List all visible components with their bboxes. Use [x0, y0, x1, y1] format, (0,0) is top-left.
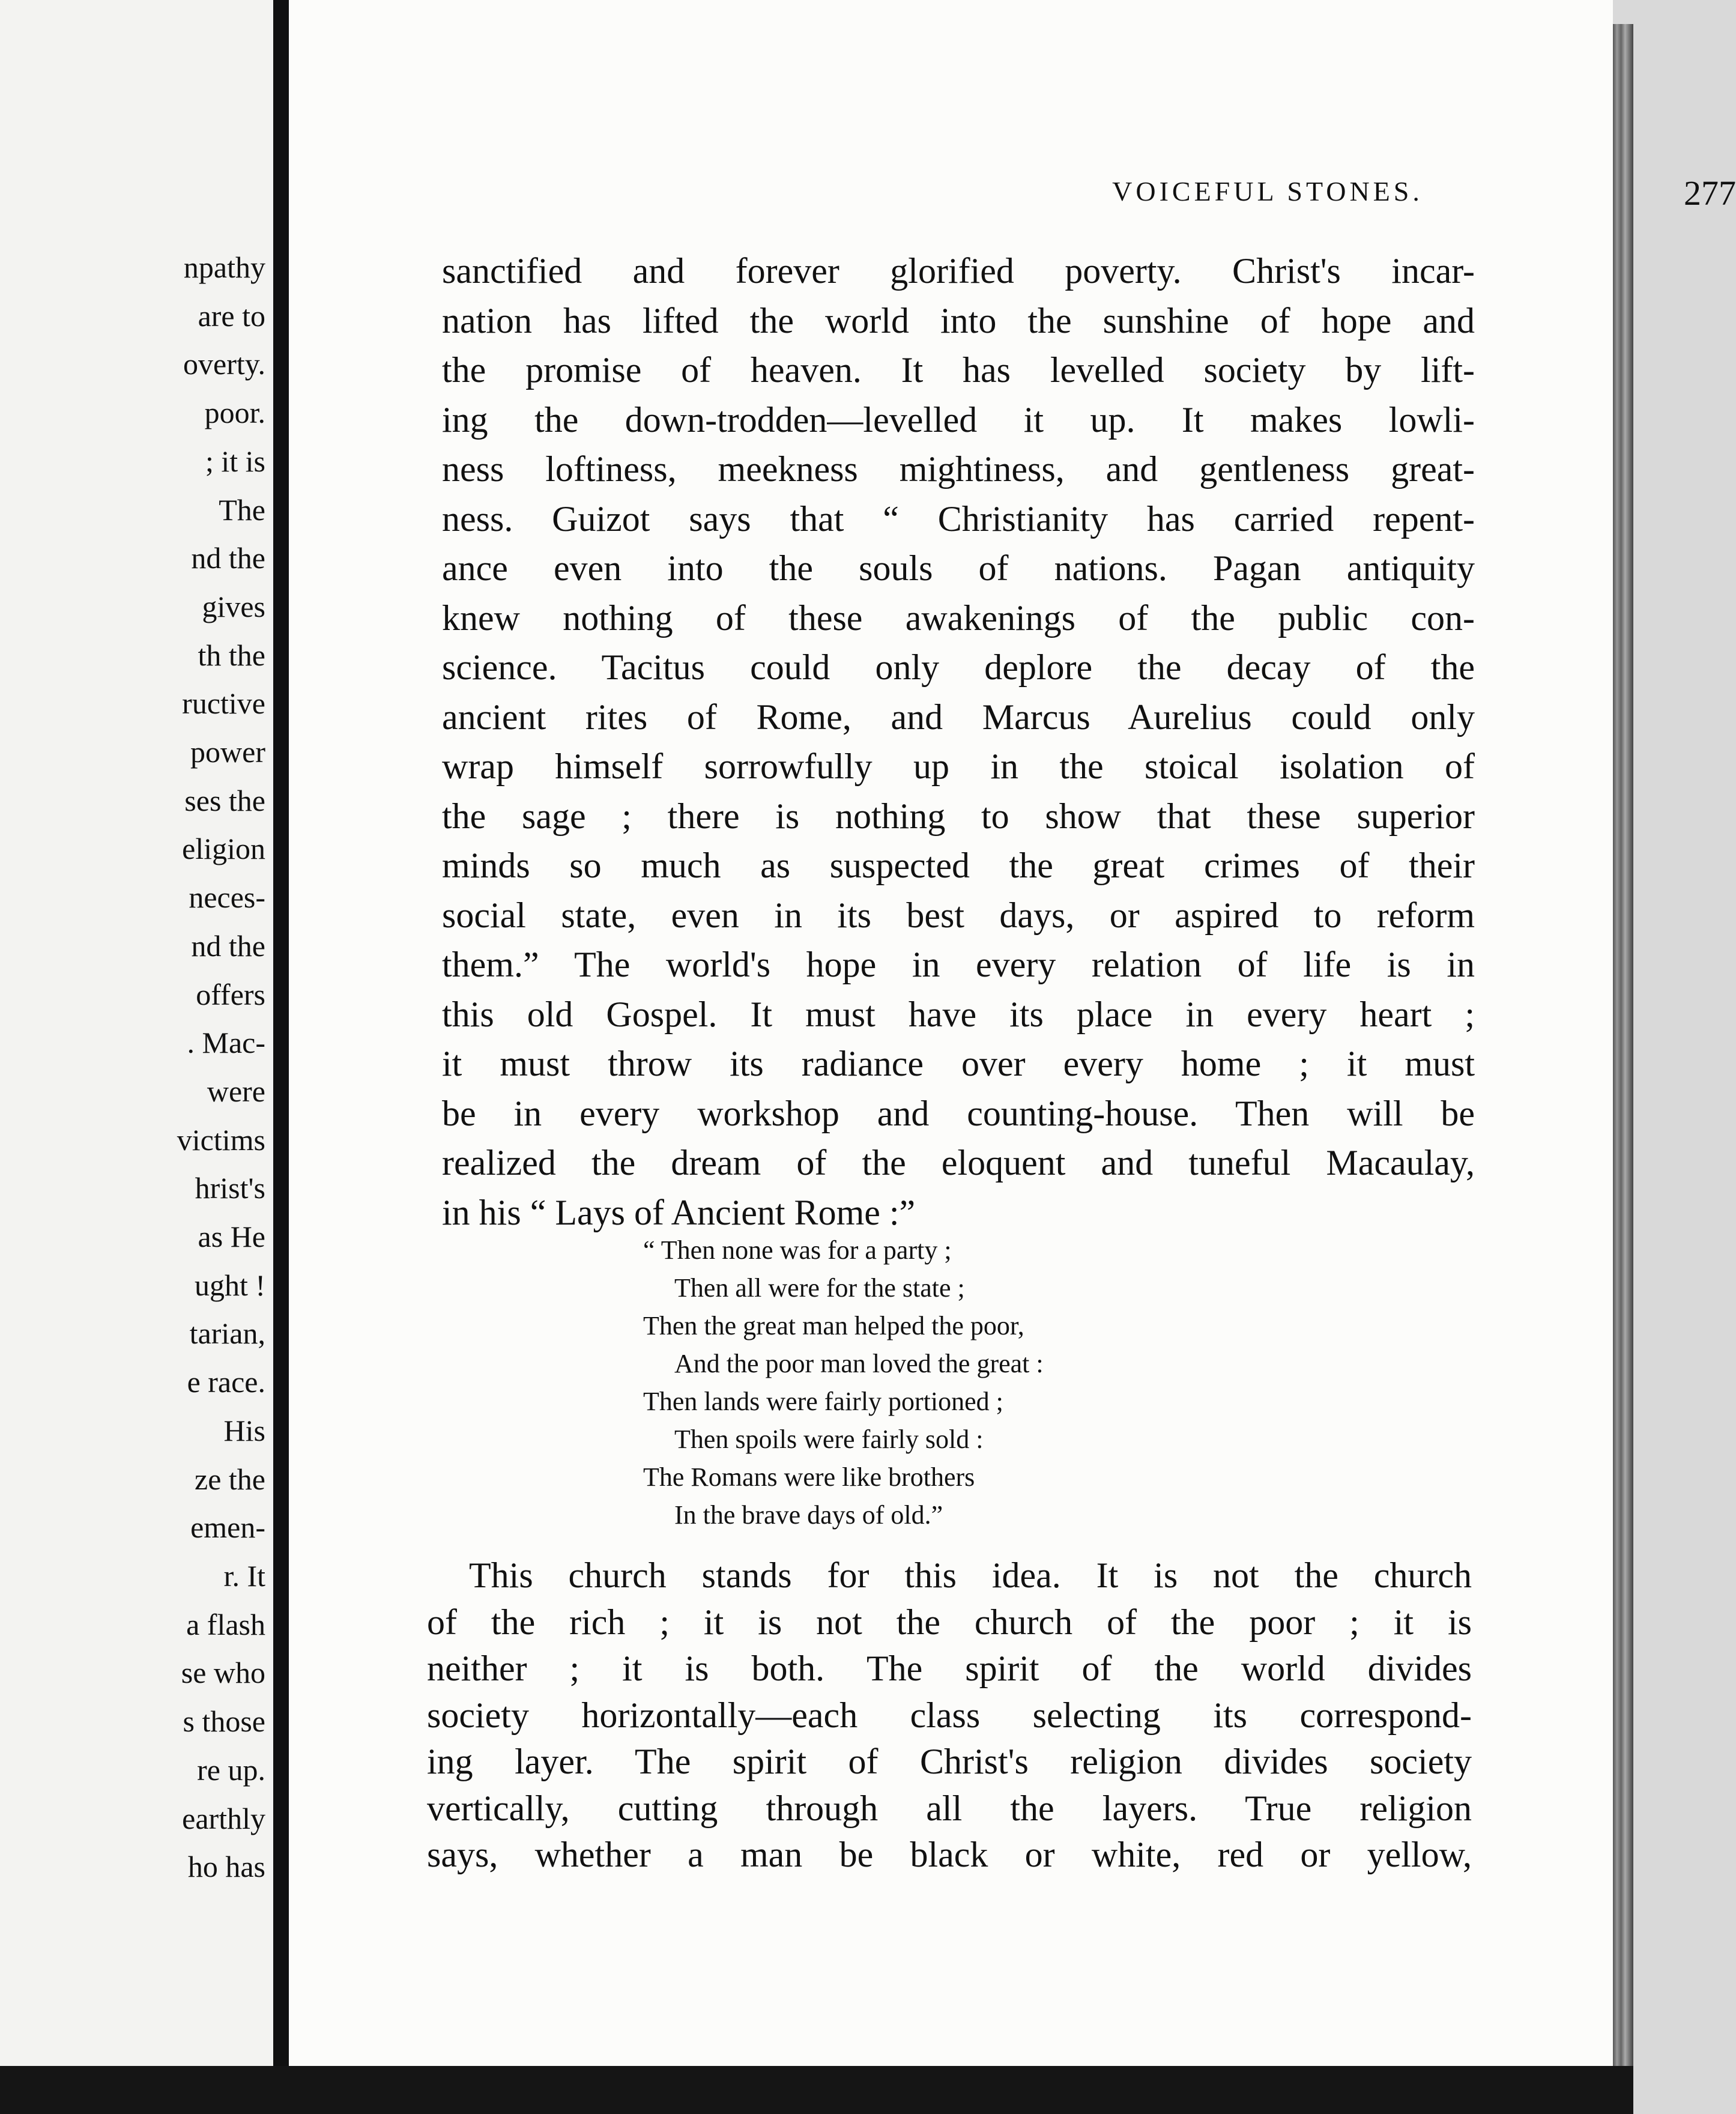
- left-page-line: ho has: [187, 1850, 265, 1884]
- text-line: science. Tacitus could only deplore the decay of the: [442, 647, 1475, 687]
- left-page-line: a flash: [186, 1607, 265, 1641]
- left-page-line: gives: [202, 589, 265, 623]
- text-line: knew nothing of these awakenings of the public con-: [442, 598, 1475, 638]
- poem-line: Then lands were fairly portioned ;: [643, 1387, 1003, 1416]
- text-line: be in every workshop and counting-house. Then will be: [442, 1093, 1475, 1133]
- text-line: nation has lifted the world into the sunshine of hope and: [442, 300, 1475, 341]
- left-page-line: ; it is: [205, 444, 265, 478]
- paragraph-1: [442, 246, 1475, 1237]
- text-line: ness. Guizot says that “ Christianity has carried repent-: [442, 498, 1475, 539]
- poem-quotation: [643, 1231, 1364, 1534]
- poem-line: In the brave days of old.”: [674, 1500, 943, 1530]
- left-page-line: th the: [198, 638, 265, 672]
- text-line: ing layer. The spirit of Christ's religion divides society: [427, 1742, 1472, 1781]
- left-page-line: ught !: [194, 1268, 265, 1302]
- left-page-line: as He: [198, 1220, 265, 1254]
- left-page-line: e race.: [187, 1365, 265, 1399]
- right-page: [289, 0, 1736, 2066]
- text-line: ing the down-trodden—levelled it up. It makes lowli-: [442, 399, 1475, 440]
- left-page-line: hrist's: [195, 1171, 265, 1205]
- text-line: of the rich ; it is not the church of the poor ; it is: [427, 1602, 1472, 1642]
- text-line: social state, even in its best days, or aspired to reform: [442, 895, 1475, 935]
- left-page-line: ructive: [182, 686, 265, 721]
- left-page-line: overty.: [183, 347, 265, 381]
- poem-line: The Romans were like brothers: [643, 1462, 975, 1492]
- text-line: This church stands for this idea. It is not the church: [469, 1555, 1472, 1595]
- text-line: neither ; it is both. The spirit of the world divides: [427, 1649, 1472, 1688]
- left-page-line: npathy: [183, 250, 265, 284]
- poem-line: Then the great man helped the poor,: [643, 1311, 1024, 1340]
- left-page-line: neces-: [189, 880, 265, 915]
- text-line: vertically, cutting through all the layers. True religion: [427, 1788, 1472, 1828]
- poem-line: Then spoils were fairly sold :: [674, 1425, 984, 1454]
- text-line: ance even into the souls of nations. Pagan antiquity: [442, 548, 1475, 588]
- text-line: them.” The world's hope in every relation of life is in: [442, 945, 1475, 984]
- paragraph-2: [427, 1552, 1472, 1879]
- page-number: 277: [1684, 174, 1736, 213]
- left-page-line: were: [207, 1074, 265, 1108]
- running-head: VOICEFUL STONES.: [1112, 176, 1423, 207]
- page-edge: [1613, 24, 1633, 2066]
- poem-line: And the poor man loved the great :: [674, 1349, 1044, 1378]
- left-page-line: ze the: [195, 1462, 265, 1496]
- left-page-line: se who: [181, 1656, 265, 1690]
- poem-line: “ Then none was for a party ;: [643, 1235, 952, 1265]
- text-line: the promise of heaven. It has levelled society by lift-: [442, 350, 1475, 390]
- left-page-line: nd the: [191, 928, 265, 963]
- left-page-line: r. It: [223, 1558, 265, 1593]
- text-line: says, whether a man be black or white, red or yellow,: [427, 1835, 1472, 1874]
- left-page-line: eligion: [182, 832, 265, 866]
- left-page-line: The: [219, 492, 265, 527]
- left-page-line: poor.: [204, 396, 265, 430]
- left-page-line: emen-: [190, 1510, 265, 1545]
- left-page-text: [1, 243, 265, 1891]
- left-page-line: earthly: [182, 1801, 265, 1835]
- book-gutter: [273, 0, 289, 2084]
- text-line: it must throw its radiance over every home ; it must: [442, 1044, 1475, 1083]
- left-page-line: tarian,: [189, 1316, 265, 1351]
- left-page-line: . Mac-: [187, 1026, 265, 1060]
- left-page-line: His: [223, 1413, 265, 1447]
- left-page-line: victims: [177, 1122, 265, 1157]
- left-page: [0, 0, 276, 2084]
- text-line: the sage ; there is nothing to show that these superior: [442, 796, 1475, 836]
- left-page-line: offers: [196, 977, 265, 1011]
- left-page-line: ses the: [184, 783, 265, 817]
- poem-line: Then all were for the state ;: [674, 1273, 965, 1303]
- text-line: ness loftiness, meekness mightiness, and gentleness great-: [442, 449, 1475, 489]
- text-line: minds so much as suspected the great crimes of their: [442, 846, 1475, 885]
- text-line: society horizontally—each class selecting its correspond-: [427, 1695, 1472, 1735]
- left-page-line: s those: [183, 1704, 265, 1739]
- text-line: wrap himself sorrowfully up in the stoical isolation of: [442, 747, 1475, 786]
- text-line: realized the dream of the eloquent and tuneful Macaulay,: [442, 1143, 1475, 1183]
- text-line: ancient rites of Rome, and Marcus Aurelius could only: [442, 697, 1475, 737]
- left-page-line: re up.: [197, 1752, 265, 1787]
- left-page-line: power: [190, 735, 265, 769]
- text-line: sanctified and forever glorified poverty. Christ's incar-: [442, 251, 1475, 291]
- bottom-shadow: [0, 2066, 1633, 2114]
- text-line: in his “ Lays of Ancient Rome :”: [442, 1192, 916, 1232]
- left-page-line: are to: [198, 298, 265, 333]
- text-line: this old Gospel. It must have its place in every heart ;: [442, 994, 1475, 1034]
- left-page-line: nd the: [191, 541, 265, 575]
